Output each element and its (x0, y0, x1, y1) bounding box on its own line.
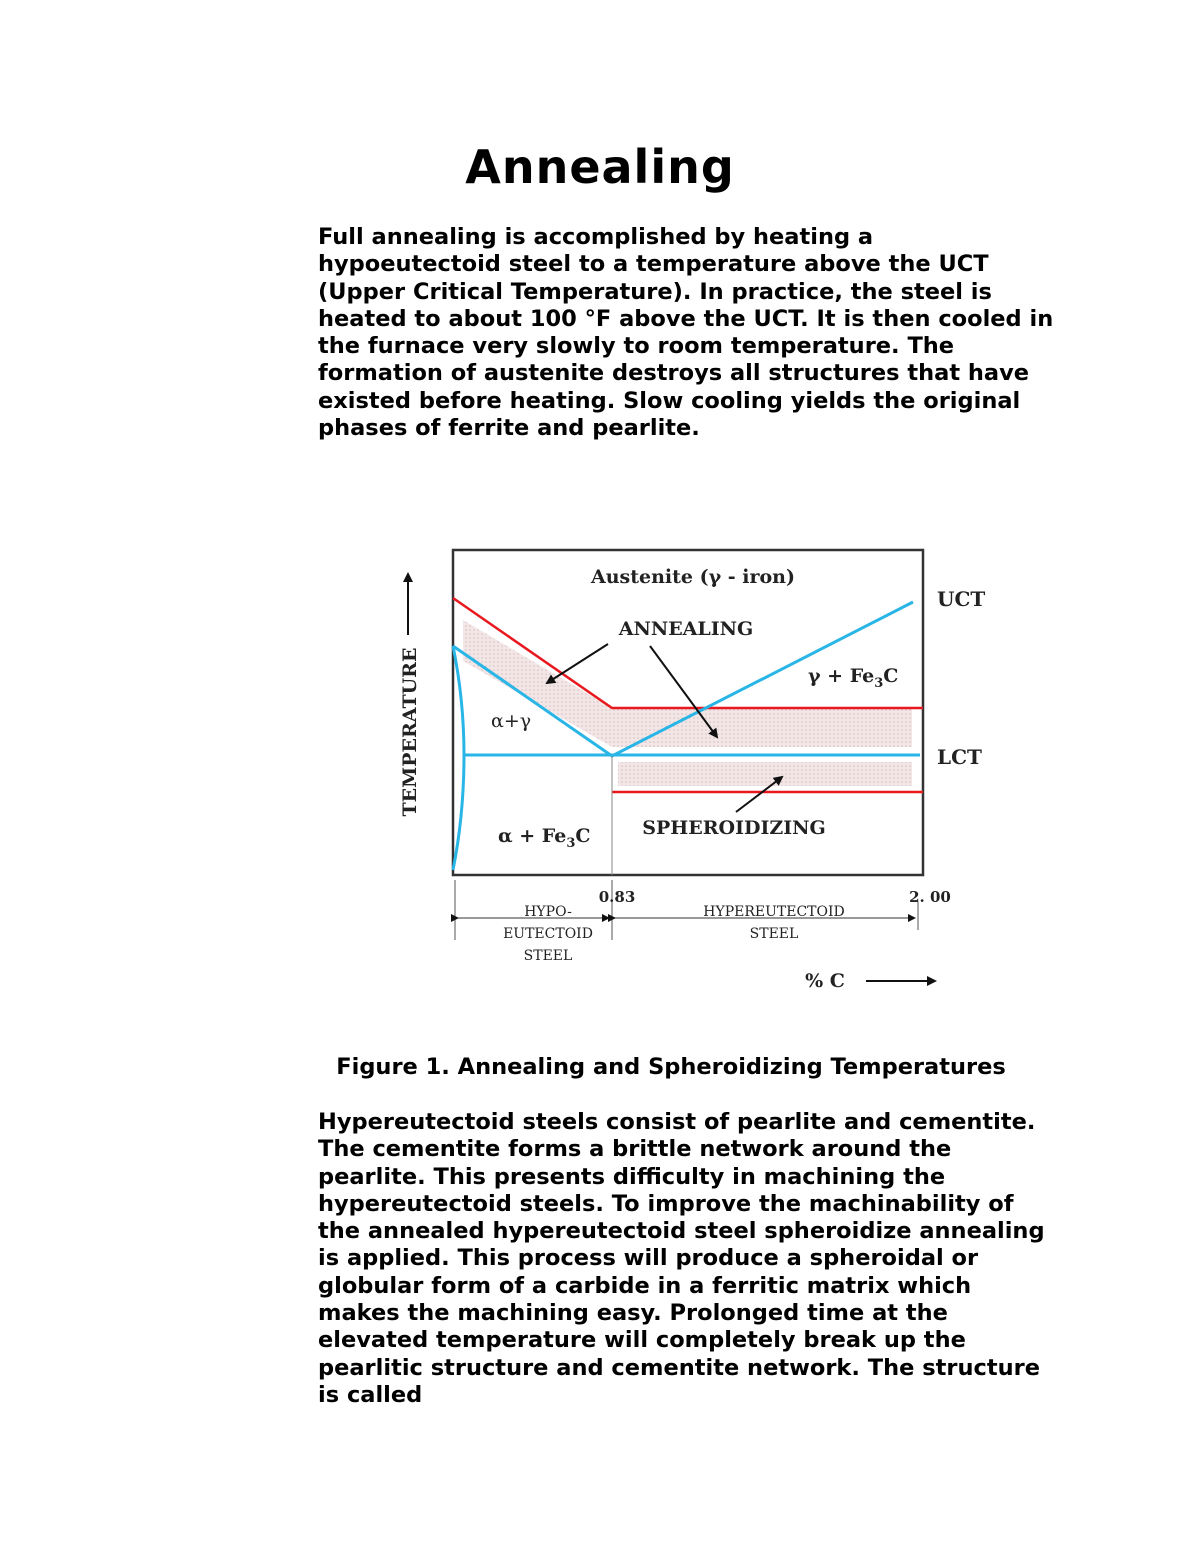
intro-paragraph: Full annealing is accomplished by heating a hypoeutectoid steel to a temperature above the UCT (Upper Critical Temperature). In practice, the steel is heated to about 100 °F above the UCT. It is then cooled in the furnace very slowly to room temperature. The formation of austenite destroys all structures that have existed before heating. Slow cooling yields the original phases of ferrite and pearlite. (318, 224, 1054, 442)
hypereutectoid-paragraph: Hypereutectoid steels consist of pearlite and cementite. The cementite forms a brittle network around the pearlite. This presents difficulty in machining the hypereutectoid steels. To improve the machinability of the annealed hypereutectoid steel spheroidize annealing is applied. This process will produce a spheroidal or globular form of a carbide in a ferritic matrix which makes the machining easy. Prolonged time at the elevated temperature will completely break up the pearlitic structure and cementite network. The structure is called (318, 1109, 1045, 1408)
hyper-label-line1: HYPEREUTECTOID (703, 904, 845, 920)
lct-label: LCT (937, 745, 982, 769)
alpha-fe3c-label: $\alpha + Fe_3C$ (498, 825, 591, 851)
alpha-gamma-label: α+γ (491, 710, 532, 732)
carbon-axis-label: % C (805, 970, 845, 992)
x-axis (455, 880, 951, 992)
temperature-axis-label: TEMPERATURE (399, 647, 421, 817)
spheroidizing-band (618, 762, 912, 786)
x-tick-eutectoid: 0.83 (598, 888, 636, 906)
austenite-label: Austenite (γ - iron) (591, 566, 795, 588)
phase-diagram (380, 540, 1000, 1000)
y-axis (399, 574, 421, 816)
spheroidizing-label: SPHEROIDIZING (642, 817, 826, 839)
x-tick-max: 2. 00 (909, 888, 951, 906)
annealing-label: ANNEALING (618, 618, 754, 640)
uct-label: UCT (937, 587, 986, 611)
hypo-label-line1: HYPO- (524, 904, 572, 920)
gamma-fe3c-label: $\gamma + Fe_3C$ (808, 665, 899, 691)
hypo-label-line3: STEEL (523, 948, 573, 964)
hypo-label-line2: EUTECTOID (503, 926, 593, 942)
figure-caption: Figure 1. Annealing and Spheroidizing Temperatures (336, 1054, 1006, 1080)
hyper-label-line2: STEEL (749, 926, 799, 942)
page-title: Annealing (465, 140, 735, 194)
phase-diagram-figure (380, 540, 1000, 1005)
